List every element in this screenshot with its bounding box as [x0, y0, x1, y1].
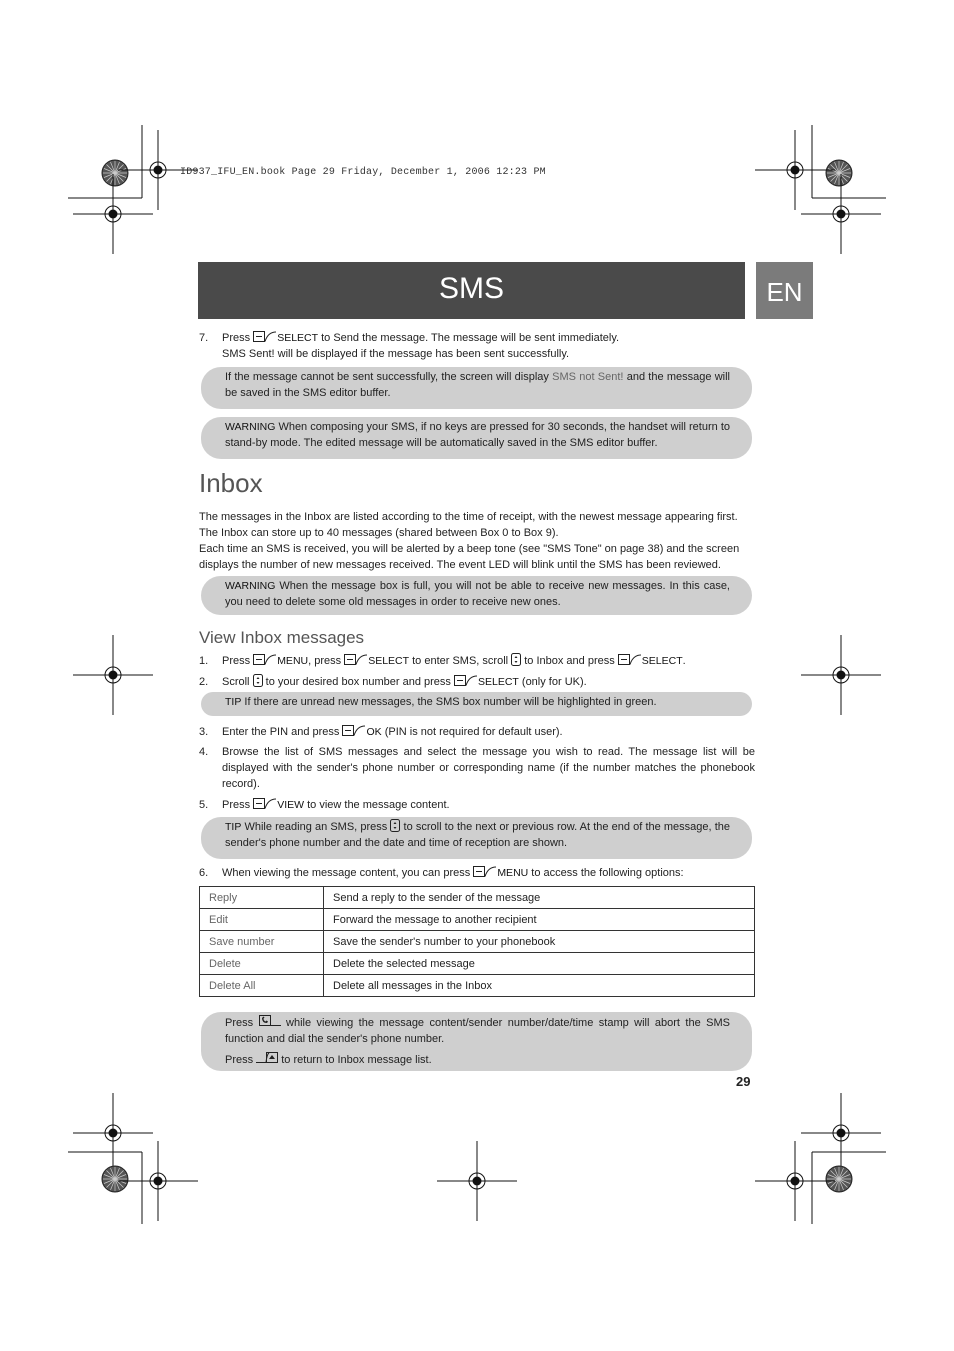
softkey-icon: [253, 331, 277, 342]
softkey-icon: [344, 654, 368, 665]
note-send-failure: If the message cannot be sent successfully, the screen will display SMS not Sent! and the message will be saved in the SMS editor buffer.: [201, 367, 752, 409]
tip-label: TIP: [225, 696, 242, 708]
tip-label: TIP: [225, 821, 242, 833]
note-call-back: Press while viewing the message content/sender number/date/time stamp will abort the SMS function and dial the sender's phone number. Press to return to Inbox message list.: [201, 1012, 752, 1071]
table-row: [200, 953, 755, 975]
softkey-icon: [253, 654, 277, 665]
option-description: Delete all messages in the Inbox: [324, 975, 755, 997]
chapter-banner: SMS: [198, 262, 745, 319]
subsection-title: View Inbox messages: [199, 628, 365, 647]
option-description: Save the sender's number to your phonebook: [324, 931, 755, 953]
section-title: Inbox: [199, 468, 263, 498]
status-text: SMS not Sent!: [552, 371, 624, 383]
warning-box-full: WARNING When the message box is full, you will not be able to receive new messages. In this case, you need to delete some old messages in order to receive new ones.: [201, 576, 752, 615]
softkey-icon: [342, 725, 366, 736]
talk-key-icon: [259, 1015, 281, 1027]
language-tab: EN: [756, 262, 813, 319]
table-row: [200, 931, 755, 953]
book-file-line: ID937_IFU_EN.book Page 29 Friday, December 1, 2006 12:23 PM: [180, 167, 546, 178]
option-description: Send a reply to the sender of the message: [324, 887, 755, 909]
inbox-intro: The messages in the Inbox are listed according to the time of receipt, with the newest message appearing first. The Inbox can store up to 40 messages (shared between Box 0 to Box 9). Each time an SMS is received, you will be alerted by a beep tone (see "SMS Tone" on page 38) and the screen displays the number of new messages received. The event LED will blink until the SMS has been reviewed.: [199, 511, 740, 571]
nav-updown-icon: [390, 819, 400, 832]
softkey-icon: [618, 654, 642, 665]
option-description: Delete the selected message: [324, 953, 755, 975]
warning-standby: WARNING When composing your SMS, if no keys are pressed for 30 seconds, the handset will return to stand-by mode. The edited message will be automatically saved in the SMS editor buffer.: [201, 417, 752, 459]
tip-unread: TIP If there are unread new messages, the SMS box number will be highlighted in green.: [201, 692, 752, 716]
option-description: Forward the message to another recipient: [324, 909, 755, 931]
softkey-icon: [454, 675, 478, 686]
warning-label: WARNING: [225, 580, 276, 592]
option-name: Reply: [200, 887, 324, 909]
softkey-icon: [253, 798, 277, 809]
nav-updown-icon: [253, 674, 263, 687]
nav-updown-icon: [511, 653, 521, 666]
option-name: Edit: [200, 909, 324, 931]
table-row: [200, 909, 755, 931]
warning-label: WARNING: [225, 421, 276, 433]
options-table: [199, 886, 755, 997]
softkey-icon: [473, 866, 497, 877]
page-number: 29: [736, 1074, 751, 1089]
option-name: Delete: [200, 953, 324, 975]
tip-scroll: TIP While reading an SMS, press to scroll to the next or previous row. At the end of the message, the sender's phone number and the date and time of reception are shown.: [201, 817, 752, 859]
back-key-icon: [256, 1052, 278, 1064]
table-row: [200, 887, 755, 909]
table-row: [200, 975, 755, 997]
option-name: Save number: [200, 931, 324, 953]
step-number: 7.: [199, 332, 209, 344]
key-label: SELECT: [277, 332, 319, 344]
option-name: Delete All: [200, 975, 324, 997]
